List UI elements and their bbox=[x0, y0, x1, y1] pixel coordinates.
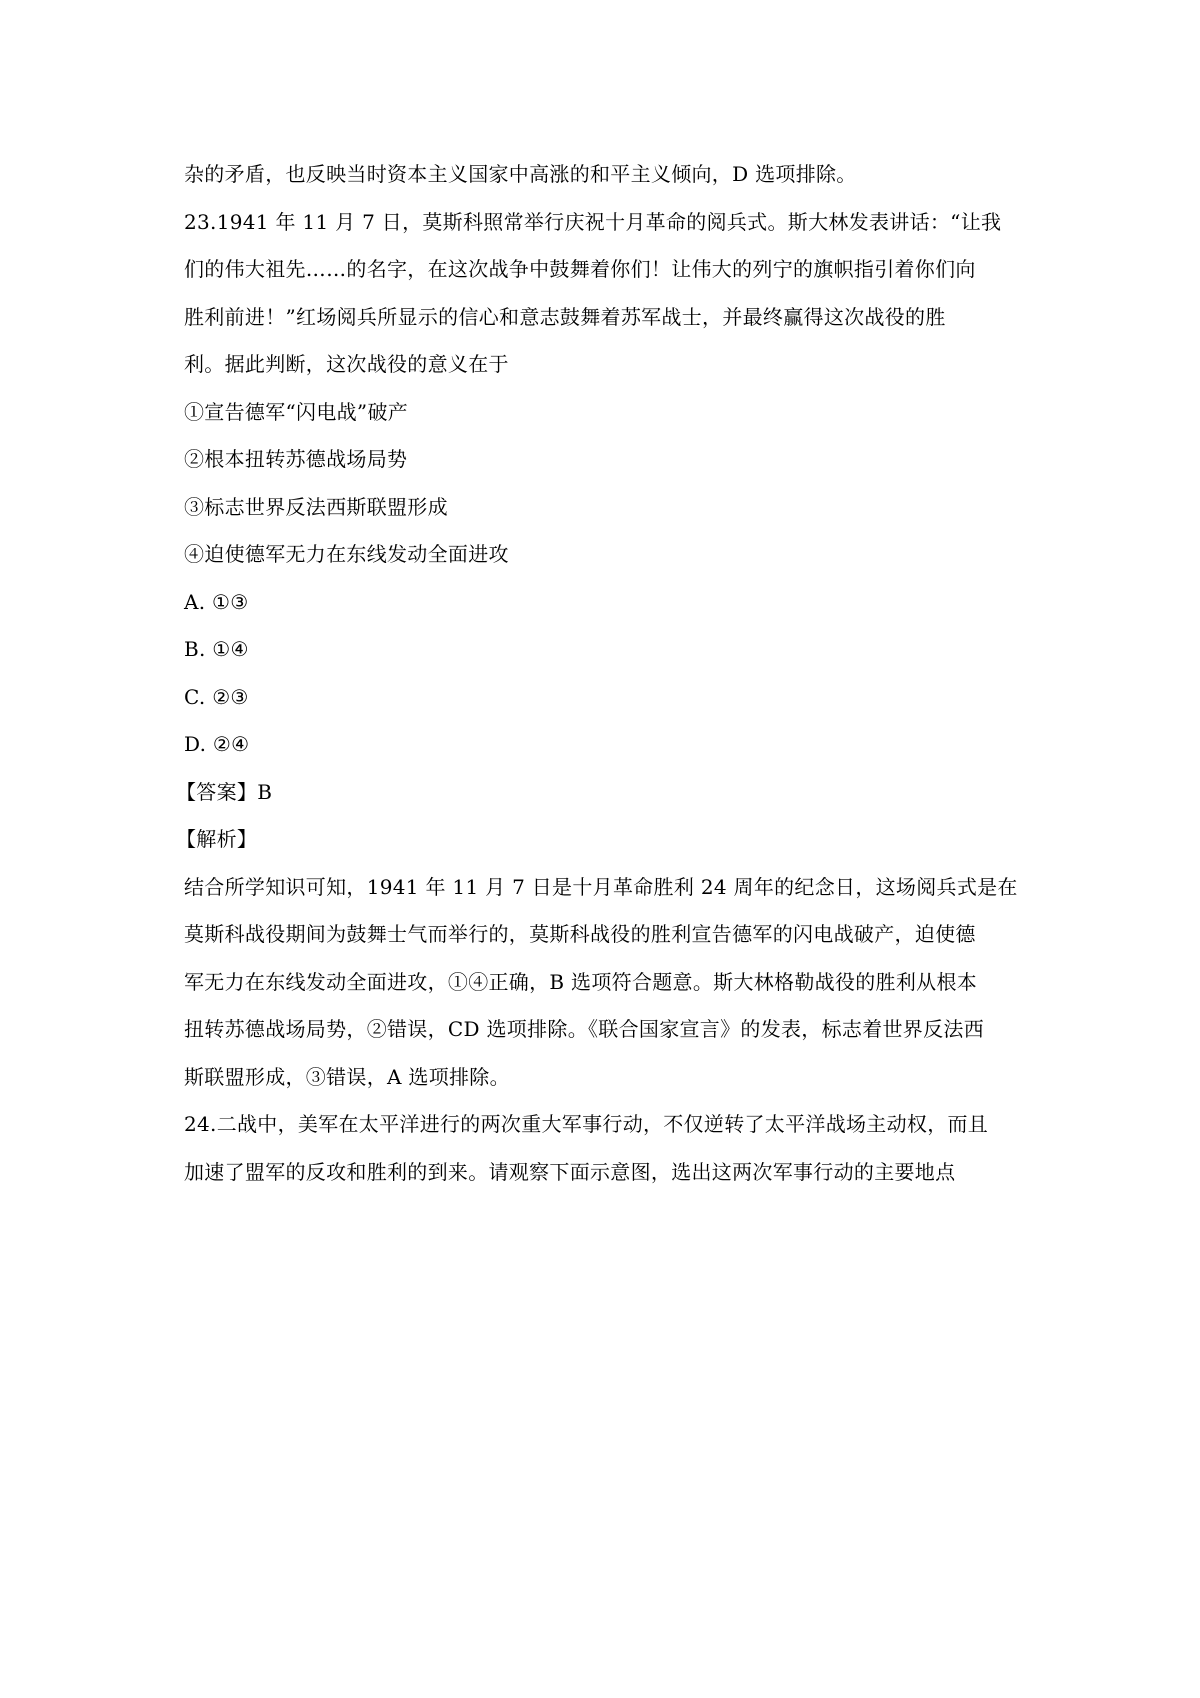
analysis-line: 莫斯科战役期间为鼓舞士气而举行的，莫斯科战役的胜利宣告德军的闪电战破产，迫使德 bbox=[184, 922, 976, 946]
option-d: D. ②④ bbox=[184, 732, 250, 756]
page-content bbox=[176, 151, 1034, 1196]
analysis-heading: 【解析】 bbox=[176, 827, 258, 851]
analysis-line: 结合所学知识可知，1941 年 11 月 7 日是十月革命胜利 24 周年的纪念日，这场阅兵式是在 bbox=[184, 874, 1018, 899]
option-b: B. ①④ bbox=[184, 637, 249, 661]
question-24-stem-line: 加速了盟军的反攻和胜利的到来。请观察下面示意图，选出这两次军事行动的主要地点 bbox=[184, 1159, 956, 1184]
analysis-line: 扭转苏德战场局势，②错误，CD 选项排除。《联合国家宣言》的发表，标志着世界反法西 bbox=[184, 1017, 984, 1041]
analysis-line: 军无力在东线发动全面进攻，①④正确，B 选项符合题意。斯大林格勒战役的胜利从根本 bbox=[184, 969, 978, 994]
question-23 bbox=[176, 199, 1034, 1102]
option-a: A. ①③ bbox=[184, 589, 249, 614]
question-24 bbox=[184, 1101, 1034, 1196]
question-24-stem-line: 24.二战中，美军在太平洋进行的两次重大军事行动，不仅逆转了太平洋战场主动权，而且 bbox=[184, 1112, 989, 1136]
question-23-stem-line: 利。据此判断，这次战役的意义在于 bbox=[184, 352, 509, 376]
previous-answer-tail: 杂的矛盾，也反映当时资本主义国家中高涨的和平主义倾向，D 选项排除。 bbox=[184, 162, 857, 186]
question-23-stem-line: 们的伟大祖先……的名字，在这次战争中鼓舞着你们！让伟大的列宁的旗帜指引着你们向 bbox=[184, 257, 976, 281]
question-23-stem-line: 23.1941 年 11 月 7 日，莫斯科照常举行庆祝十月革命的阅兵式。斯大林发表讲话：“让我 bbox=[184, 209, 1002, 234]
question-23-stem-line: 胜利前进！”红场阅兵所显示的信心和意志鼓舞着苏军战士，并最终赢得这次战役的胜 bbox=[184, 304, 946, 329]
statement-2: ②根本扭转苏德战场局势 bbox=[184, 447, 408, 471]
statement-4: ④迫使德军无力在东线发动全面进攻 bbox=[184, 542, 509, 566]
option-c: C. ②③ bbox=[184, 684, 249, 709]
statement-1: ①宣告德军“闪电战”破产 bbox=[184, 399, 409, 424]
analysis-line: 斯联盟形成，③错误，A 选项排除。 bbox=[184, 1064, 510, 1089]
statement-3: ③标志世界反法西斯联盟形成 bbox=[184, 494, 448, 519]
answer-line: 【答案】B bbox=[176, 779, 273, 804]
